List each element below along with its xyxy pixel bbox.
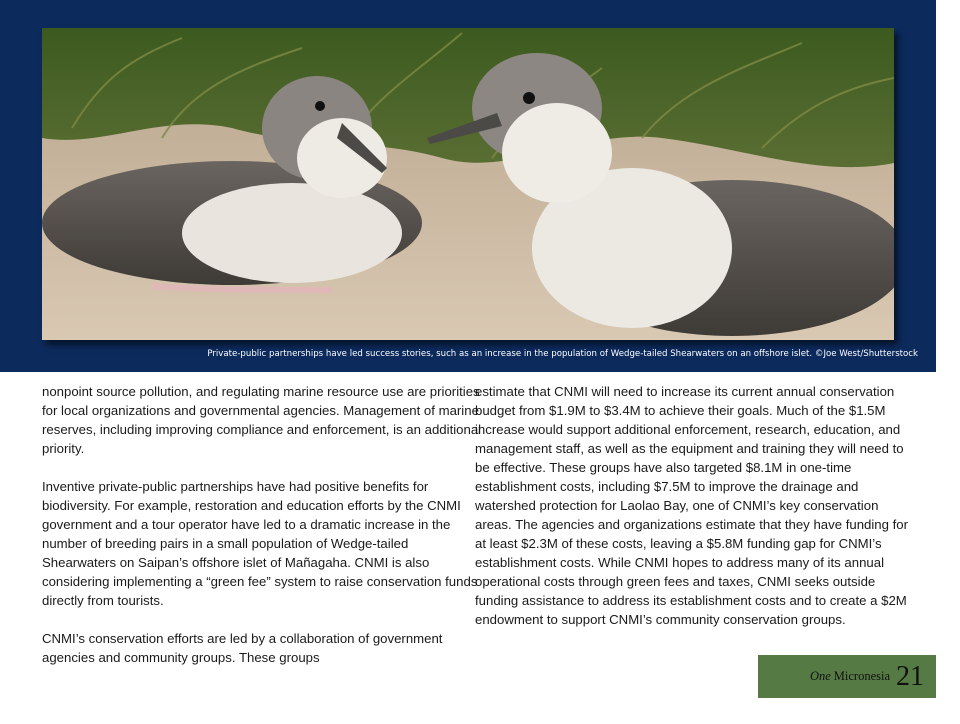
photo-caption: Private-public partnerships have led success stories, such as an increase in the population of Wedge-tailed Shearwaters on an offshore islet. ©Joe West/Shutterstock	[207, 349, 918, 359]
shearwaters-photo	[42, 28, 894, 340]
paragraph: nonpoint source pollution, and regulating marine resource use are priorities for local organizations and governmental agencies. Management of marine reserves, including improving compliance and enforcement, is an additional priority.	[42, 384, 482, 456]
publication-name: Micronesia	[833, 669, 890, 683]
article-column-left	[42, 382, 482, 667]
article-column-right	[475, 382, 915, 629]
paragraph: Inventive private-public partnerships have had positive benefits for biodiversity. For example, restoration and education efforts by the CNMI government and a tour operator have led to a dramatic increase in the number of breeding pairs in a small population of Wedge-tailed Shearwaters on Saipan’s offshore islet of Mañagaha. CNMI is also considering implementing a “green fee” system to raise conservation funds directly from tourists.	[42, 479, 478, 608]
paragraph: estimate that CNMI will need to increase its current annual conservation budget from $1.9M to $3.4M to achieve their goals. Much of the $1.5M increase would support additional enforcement, research, education, and management staff, as well as the equipment and training they will need to be effective. These groups have also targeted $8.1M in one-time establishment costs, including $7.5M to improve the drainage and watershed protection for Laolao Bay, one of CNMI’s key conservation areas. The agencies and organizations estimate that they have funding for at least $2.3M of these costs, leaving a $5.8M funding gap for CNMI’s establishment costs. While CNMI hopes to address many of its annual operational costs through green fees and taxes, CNMI seeks outside funding assistance to address its establishment costs and to create a $2M endowment to support CNMI’s community conservation groups.	[475, 384, 909, 627]
paragraph: CNMI’s conservation efforts are led by a collaboration of government agencies and community groups. These groups	[42, 631, 443, 665]
page-number: 21	[896, 660, 924, 692]
page-folio	[758, 655, 936, 698]
publication-prefix: One	[809, 669, 831, 683]
